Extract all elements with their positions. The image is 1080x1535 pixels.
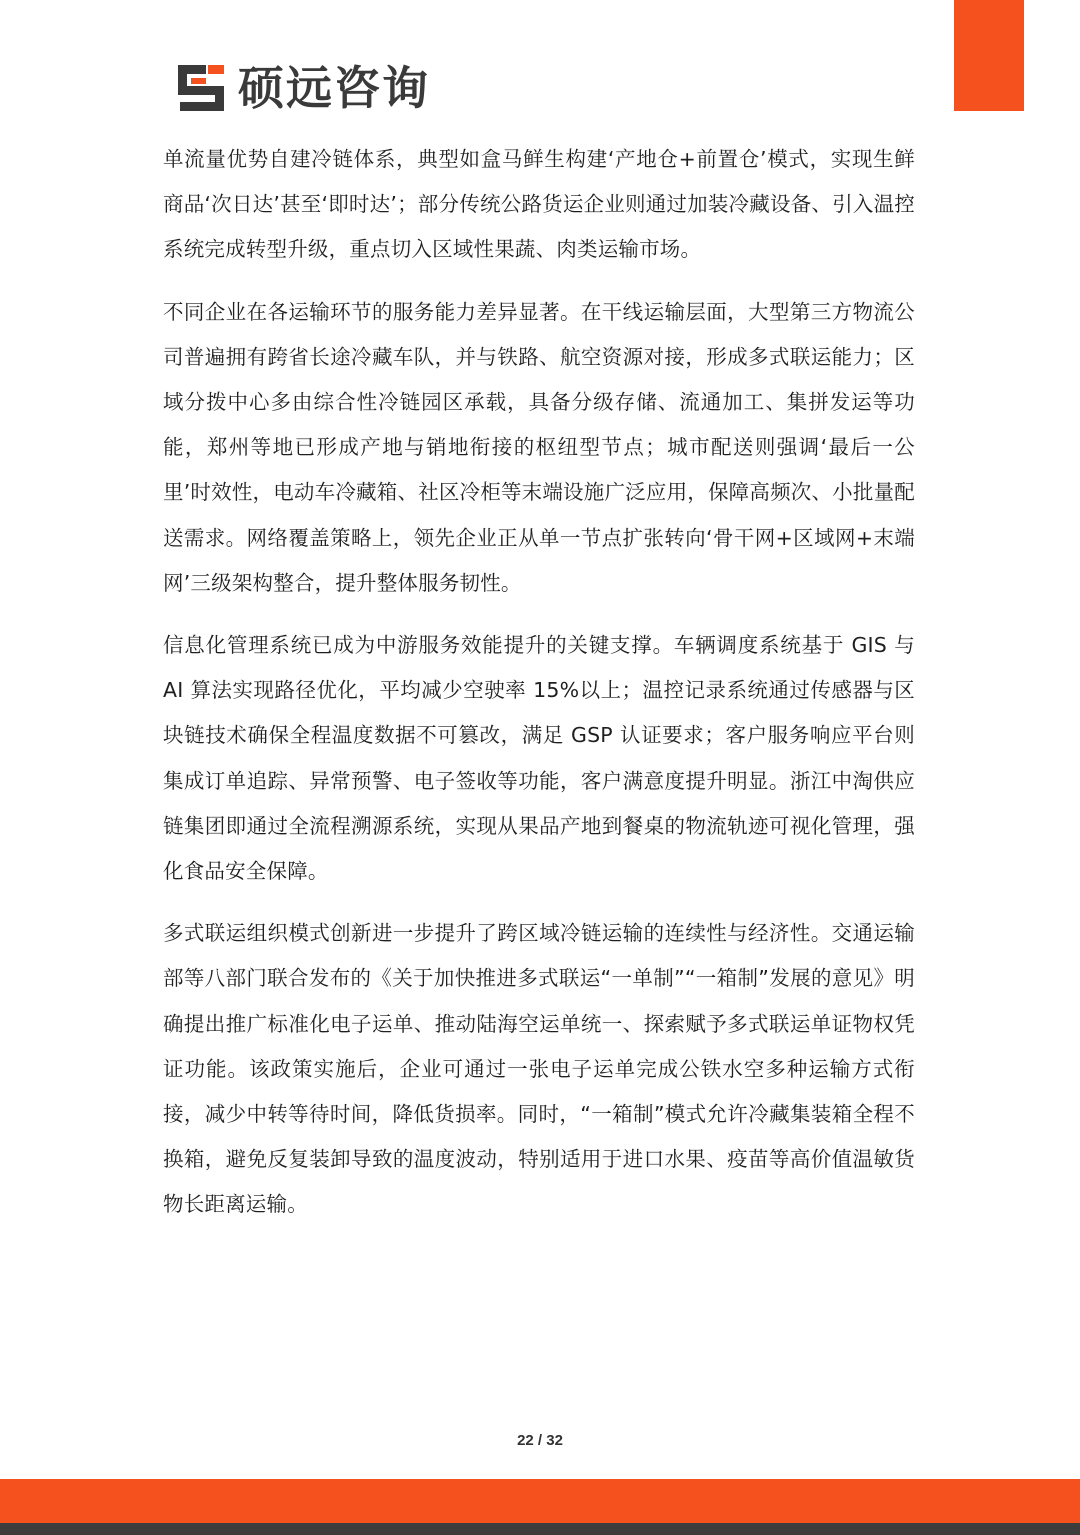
body-paragraph-2: 不同企业在各运输环节的服务能力差异显著。在干线运输层面，大型第三方物流公司普遍拥有跨省长途冷藏车队，并与铁路、航空资源对接，形成多式联运能力；区域分拨中心多由综合性冷链园区承载，具备分级存储、流通加工、集拼发运等功能，郑州等地已形成产地与销地衔接的枢纽型节点；城市配送则强调‘最后一公里’时效性，电动车冷藏箱、社区冷柜等末端设施广泛应用，保障高频次、小批量配送需求。网络覆盖策略上，领先企业正从单一节点扩张转向‘骨干网+区域网+末端网’三级架构整合，提升整体服务韧性。 [163,299,915,595]
corner-accent-block [954,0,1024,111]
brand-name: 硕远咨询 [238,61,430,115]
body-paragraph-3: 信息化管理系统已成为中游服务效能提升的关键支撑。车辆调度系统基于 GIS 与 AI 算法实现路径优化，平均减少空驶率 15%以上；温控记录系统通过传感器与区块链技术确保全程温度数据不可篡改，满足 GSP 认证要求；客户服务响应平台则集成订单追踪、异常预警、电子签收等功能，客户满意度提升明显。浙江中淘供应链集团即通过全流程溯源系统，实现从果品产地到餐桌的物流轨迹可视化管理，强化食品安全保障。 [163,633,915,884]
page-number: 22 / 32 [517,1432,563,1449]
footer-dark-strip [0,1523,1080,1535]
body-paragraph-4: 多式联运组织模式创新进一步提升了跨区域冷链运输的连续性与经济性。交通运输部等八部门联合发布的《关于加快推进多式联运“一单制”“一箱制”发展的意见》明确提出推广标准化电子运单、推动陆海空运单统一、探索赋予多式联运单证物权凭证功能。该政策实施后，企业可通过一张电子运单完成公铁水空多种运输方式衔接，减少中转等待时间，降低货损率。同时，“一箱制”模式允许冷藏集装箱全程不换箱，避免反复装卸导致的温度波动，特别适用于进口水果、疫苗等高价值温敏货物长距离运输。 [163,921,915,1217]
document-header [178,60,430,116]
main-content [163,137,915,1245]
body-paragraph-1: 单流量优势自建冷链体系，典型如盒马鲜生构建‘产地仓+前置仓’模式，实现生鲜商品‘次日达’甚至‘即时达’；部分传统公路货运企业则通过加装冷藏设备、引入温控系统完成转型升级，重点切入区域性果蔬、肉类运输市场。 [163,147,915,262]
brand-logo-icon [178,65,230,111]
footer-accent-bar [0,1479,1080,1523]
